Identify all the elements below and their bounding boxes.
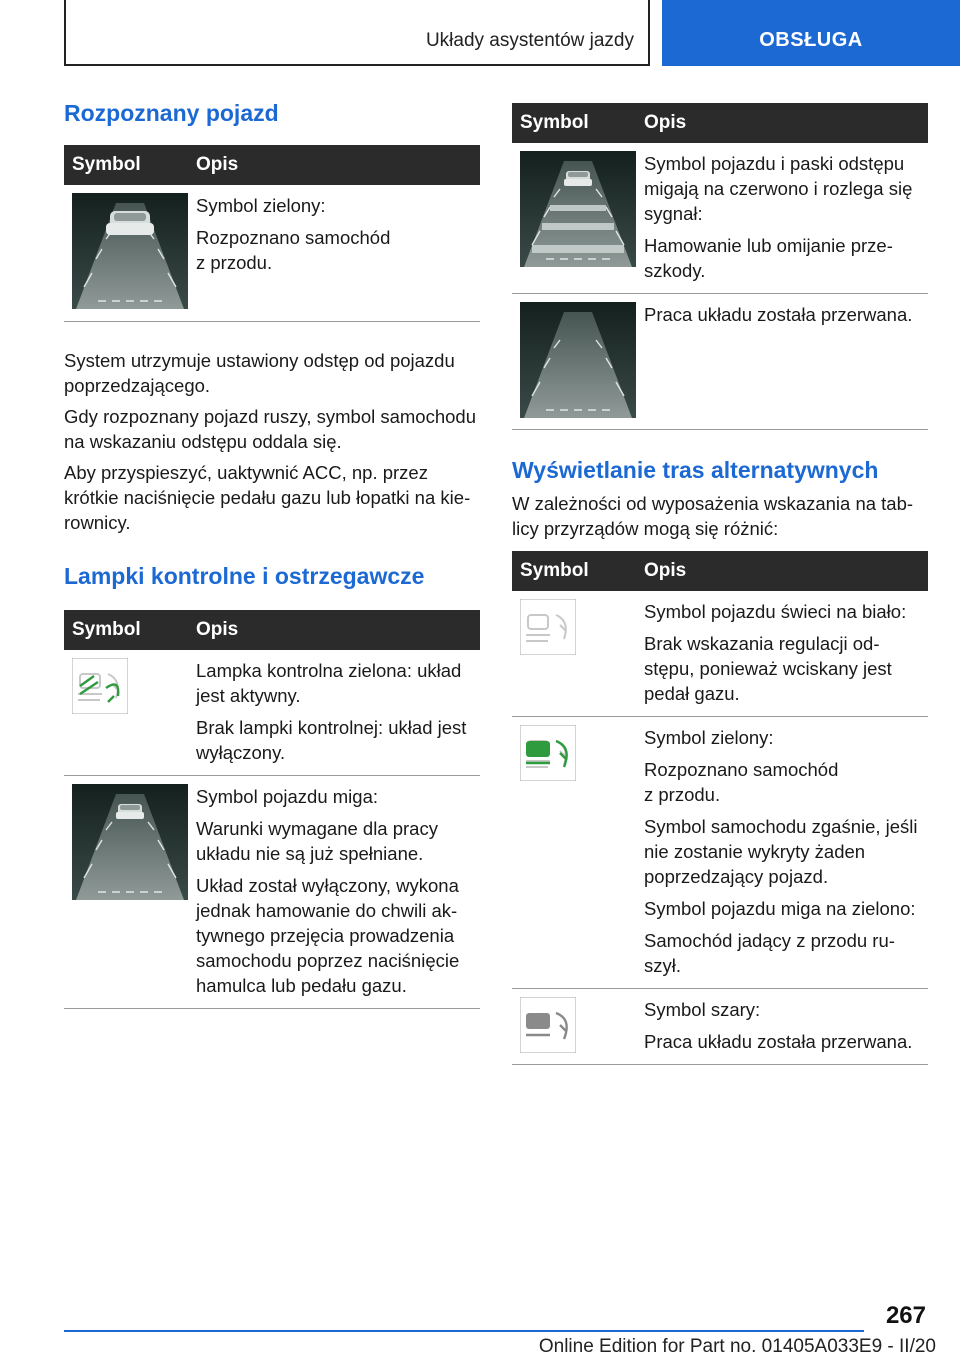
row-desc: Symbol zielony: Rozpoznano samochód z przodu. Symbol samochodu zgaśnie, jeśli nie zostanie wykryty żaden poprzedzający pojazd. Symbol pojazdu miga na zielono: Samochód jadący z przodu ruszył.	[636, 717, 928, 989]
col-desc: Opis	[636, 103, 928, 143]
chapter-title: Układy asystentów jazdy	[425, 30, 634, 51]
row-desc: Lampka kontrolna zielona: układ jest aktywny. Brak lampki kontrolnej: układ jest wyłączony.	[188, 650, 480, 776]
col-desc: Opis	[188, 145, 480, 185]
row-desc: Symbol pojazdu i paski odstępu migają na czerwono i rozlega się sygnał: Hamowanie lub omijanie przeszkody.	[636, 143, 928, 294]
road-car-green-icon	[72, 193, 188, 309]
table-row	[64, 185, 480, 321]
left-column	[64, 100, 480, 1009]
footer-rule	[64, 1330, 864, 1332]
right-column	[512, 103, 928, 1065]
section-tab[interactable]	[662, 0, 960, 66]
section-tab-label: OBSŁUGA	[759, 29, 863, 51]
col-desc: Opis	[188, 610, 480, 650]
table-indicator-lamps	[64, 610, 480, 1009]
table-row	[512, 717, 928, 989]
table-row	[512, 294, 928, 430]
acc-green-indicator-icon	[72, 658, 128, 714]
header-bar	[64, 0, 650, 66]
heading-recognized-vehicle: Rozpoznany pojazd	[64, 100, 279, 126]
acc-green-car-icon	[520, 725, 576, 781]
table-row	[512, 143, 928, 294]
col-symbol: Symbol	[64, 610, 188, 650]
table-row	[64, 650, 480, 776]
table-row	[64, 775, 480, 1008]
row-desc: Symbol zielony: Rozpoznano samochód z przodu.	[188, 185, 480, 321]
col-desc: Opis	[636, 551, 928, 591]
table-recognized-vehicle	[64, 145, 480, 322]
acc-grey-icon	[520, 997, 576, 1053]
road-car-red-bars-icon	[520, 151, 636, 267]
table-row	[512, 989, 928, 1065]
page-number: 267	[885, 1302, 926, 1329]
acc-white-icon	[520, 599, 576, 655]
table-alternative-display	[512, 551, 928, 1065]
col-symbol: Symbol	[64, 145, 188, 185]
row-desc: Symbol pojazdu świeci na biało: Brak wskazania regulacji odstępu, ponieważ wciskany jest pedał gazu.	[636, 591, 928, 717]
heading-indicator-lamps: Lampki kontrolne i ostrzegawcze	[64, 562, 425, 589]
row-desc: Symbol szary: Praca układu została przerwana.	[636, 989, 928, 1065]
table-row	[512, 591, 928, 717]
road-empty-icon	[520, 302, 636, 418]
road-car-blinking-icon	[72, 784, 188, 900]
edition-note: Online Edition for Part no. 01405A033E9 - II/20	[538, 1336, 936, 1357]
body-text: System utrzymuje ustawiony odstęp od pojazdu poprzedzającego. Gdy rozpoznany pojazd ruszy, symbol samochodu na wskazaniu odstępu oddala się. Aby przyspieszyć, uaktywnić ACC, np. przez krótkie naciśnięcie pedału gazu lub łopatki na kierownicy.	[64, 349, 476, 533]
intro-text: W zależności od wyposażenia wskazania na tablicy przyrządów mogą się różnić:	[512, 493, 914, 539]
heading-alternative-routes: Wyświetlanie tras alternatywnych	[512, 457, 879, 483]
col-symbol: Symbol	[512, 103, 636, 143]
col-symbol: Symbol	[512, 551, 636, 591]
table-distance-warning	[512, 103, 928, 430]
row-desc: Symbol pojazdu miga: Warunki wymagane dla pracy układu nie są już spełniane. Układ został wyłączony, wykona jednak hamowanie do chwili aktywnego przejęcia prowadzenia samochodu poprzez naciśnięcie hamulca lub pedału gazu.	[188, 775, 480, 1008]
row-desc: Praca układu została przerwana.	[636, 294, 928, 430]
